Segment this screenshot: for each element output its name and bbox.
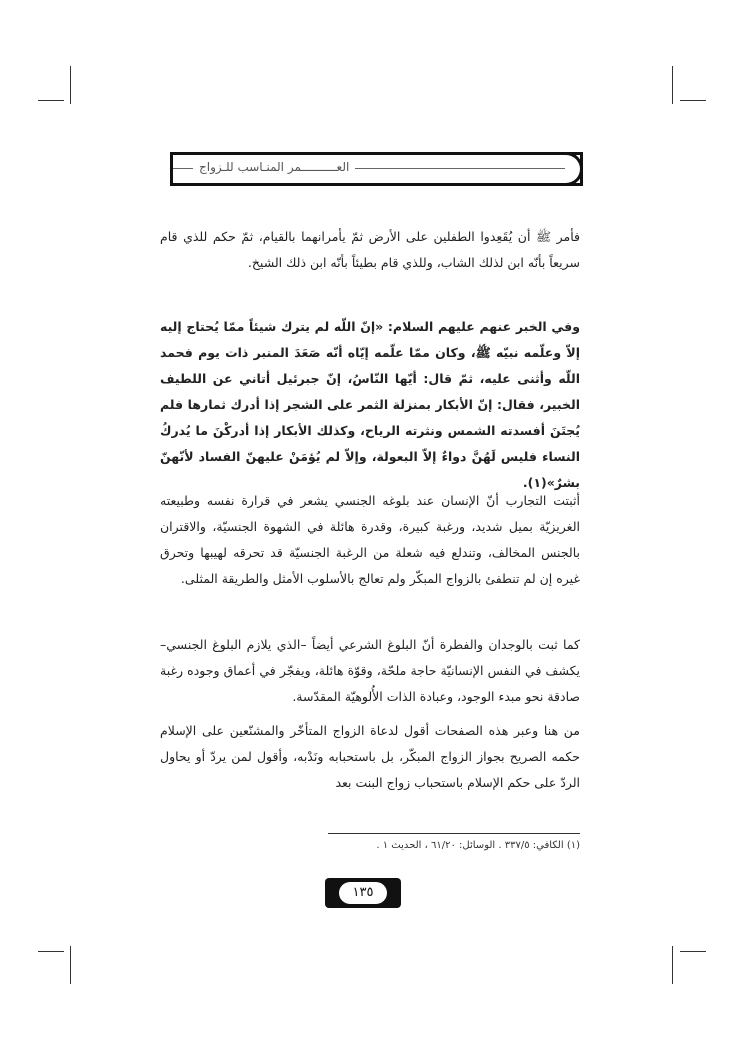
crop-mark: [38, 100, 64, 101]
hadith-paragraph: وفي الخبر عنهم عليهم السلام: «إنّ اللّه لم يترك شيئاً ممّا يُحتاج إليه إلاّ وعلّمه نبيّه ﷺ، وكان ممّا علّمه إيّاه أنّه صَعَدَ المنبر ذات يوم فحمد اللّه وأثنى عليه، ثمّ قال: أيّها النّاسُ، إنّ جبرئيل أتاني عن اللطيف الخبير، فقال: إنّ الأبكار بمنزلة الثمر على الشجر إذا أدرك ثمارها فلم يُجتَنَ أفسدته الشمس ونثرته الرياح، وكذلك الأبكار إذا أدركْنَ ما يُدركُ النساء فليس لَهُنَّ دواءٌ إلاّ البعولة، وإلاّ لم يُؤمَنْ عليهنّ الفساد لأنّهنّ بشرٌ»(١).: [160, 319, 580, 490]
running-header: [155, 152, 583, 186]
header-right-cap: [383, 152, 583, 186]
paragraph: من هنا وعبر هذه الصفحات أقول لدعاة الزواج المتأخّر والمشنّعين على الإسلام حكمه الصريح بجواز الزواج المبكّر، بل باستحبابه ونَدْبه، وأقول لمن يردّ أو يحاول الردّ على حكم الإسلام باستحباب زواج البنت بعد: [160, 723, 580, 790]
page-number-badge: [325, 878, 401, 908]
header-left-cap: [155, 152, 173, 186]
crop-mark: [672, 946, 673, 984]
crop-mark: [70, 66, 71, 104]
paragraph: فأمر ﷺ أن يُقَعِدوا الطفلين على الأرض ثمّ يأمرانهما بالقيام، ثمّ حكم للذي قام سريعاً بأنّه ابن لذلك الشاب، وللذي قام بطيئاً بأنّه ابن ذلك الشيخ.: [160, 229, 580, 270]
paragraph: أثبتت التجارب أنّ الإنسان عند بلوغه الجنسي يشعر في قرارة نفسه وطبيعته الغريزيّة بميل شديد، ورغبة كبيرة، وقدرة هائلة في الشهوة الجنسيّة، والاقتران بالجنس المخالف، وتندلع فيه شعلة من الرغبة الجنسيّة قد تحرقه لهيبها وتحرق غيره إن لم تنطفئ بالزواج المبكّر ولم تعالج بالأسلوب الأمثل والطريقة المثلى.: [160, 493, 580, 586]
crop-mark: [70, 946, 71, 984]
footnote-rule: [328, 833, 580, 834]
crop-mark: [680, 951, 706, 952]
crop-mark: [38, 951, 64, 952]
crop-mark: [680, 100, 706, 101]
header-title: العــــــــــمر المنـاسب للـزواج: [193, 160, 355, 174]
paragraph: كما ثبت بالوجدان والفطرة أنّ البلوغ الشرعي أيضاً –الذي يلازم البلوغ الجنسي– يكشف في النفس الإنسانيّة حاجة ملحّة، وقوّة هائلة، ويفجّر في أعماق وجوده رغبة صادقة نحو مبدء الوجود، وعبادة الذات الأُلوهيّة المقدّسة.: [160, 637, 580, 704]
footnote: (١) الكافي: ٣٣٧/٥ . الوسائل: ٦١/٢٠ ، الحديث ١ .: [376, 840, 580, 851]
page-number: ١٣٥: [339, 882, 387, 904]
crop-mark: [672, 66, 673, 104]
